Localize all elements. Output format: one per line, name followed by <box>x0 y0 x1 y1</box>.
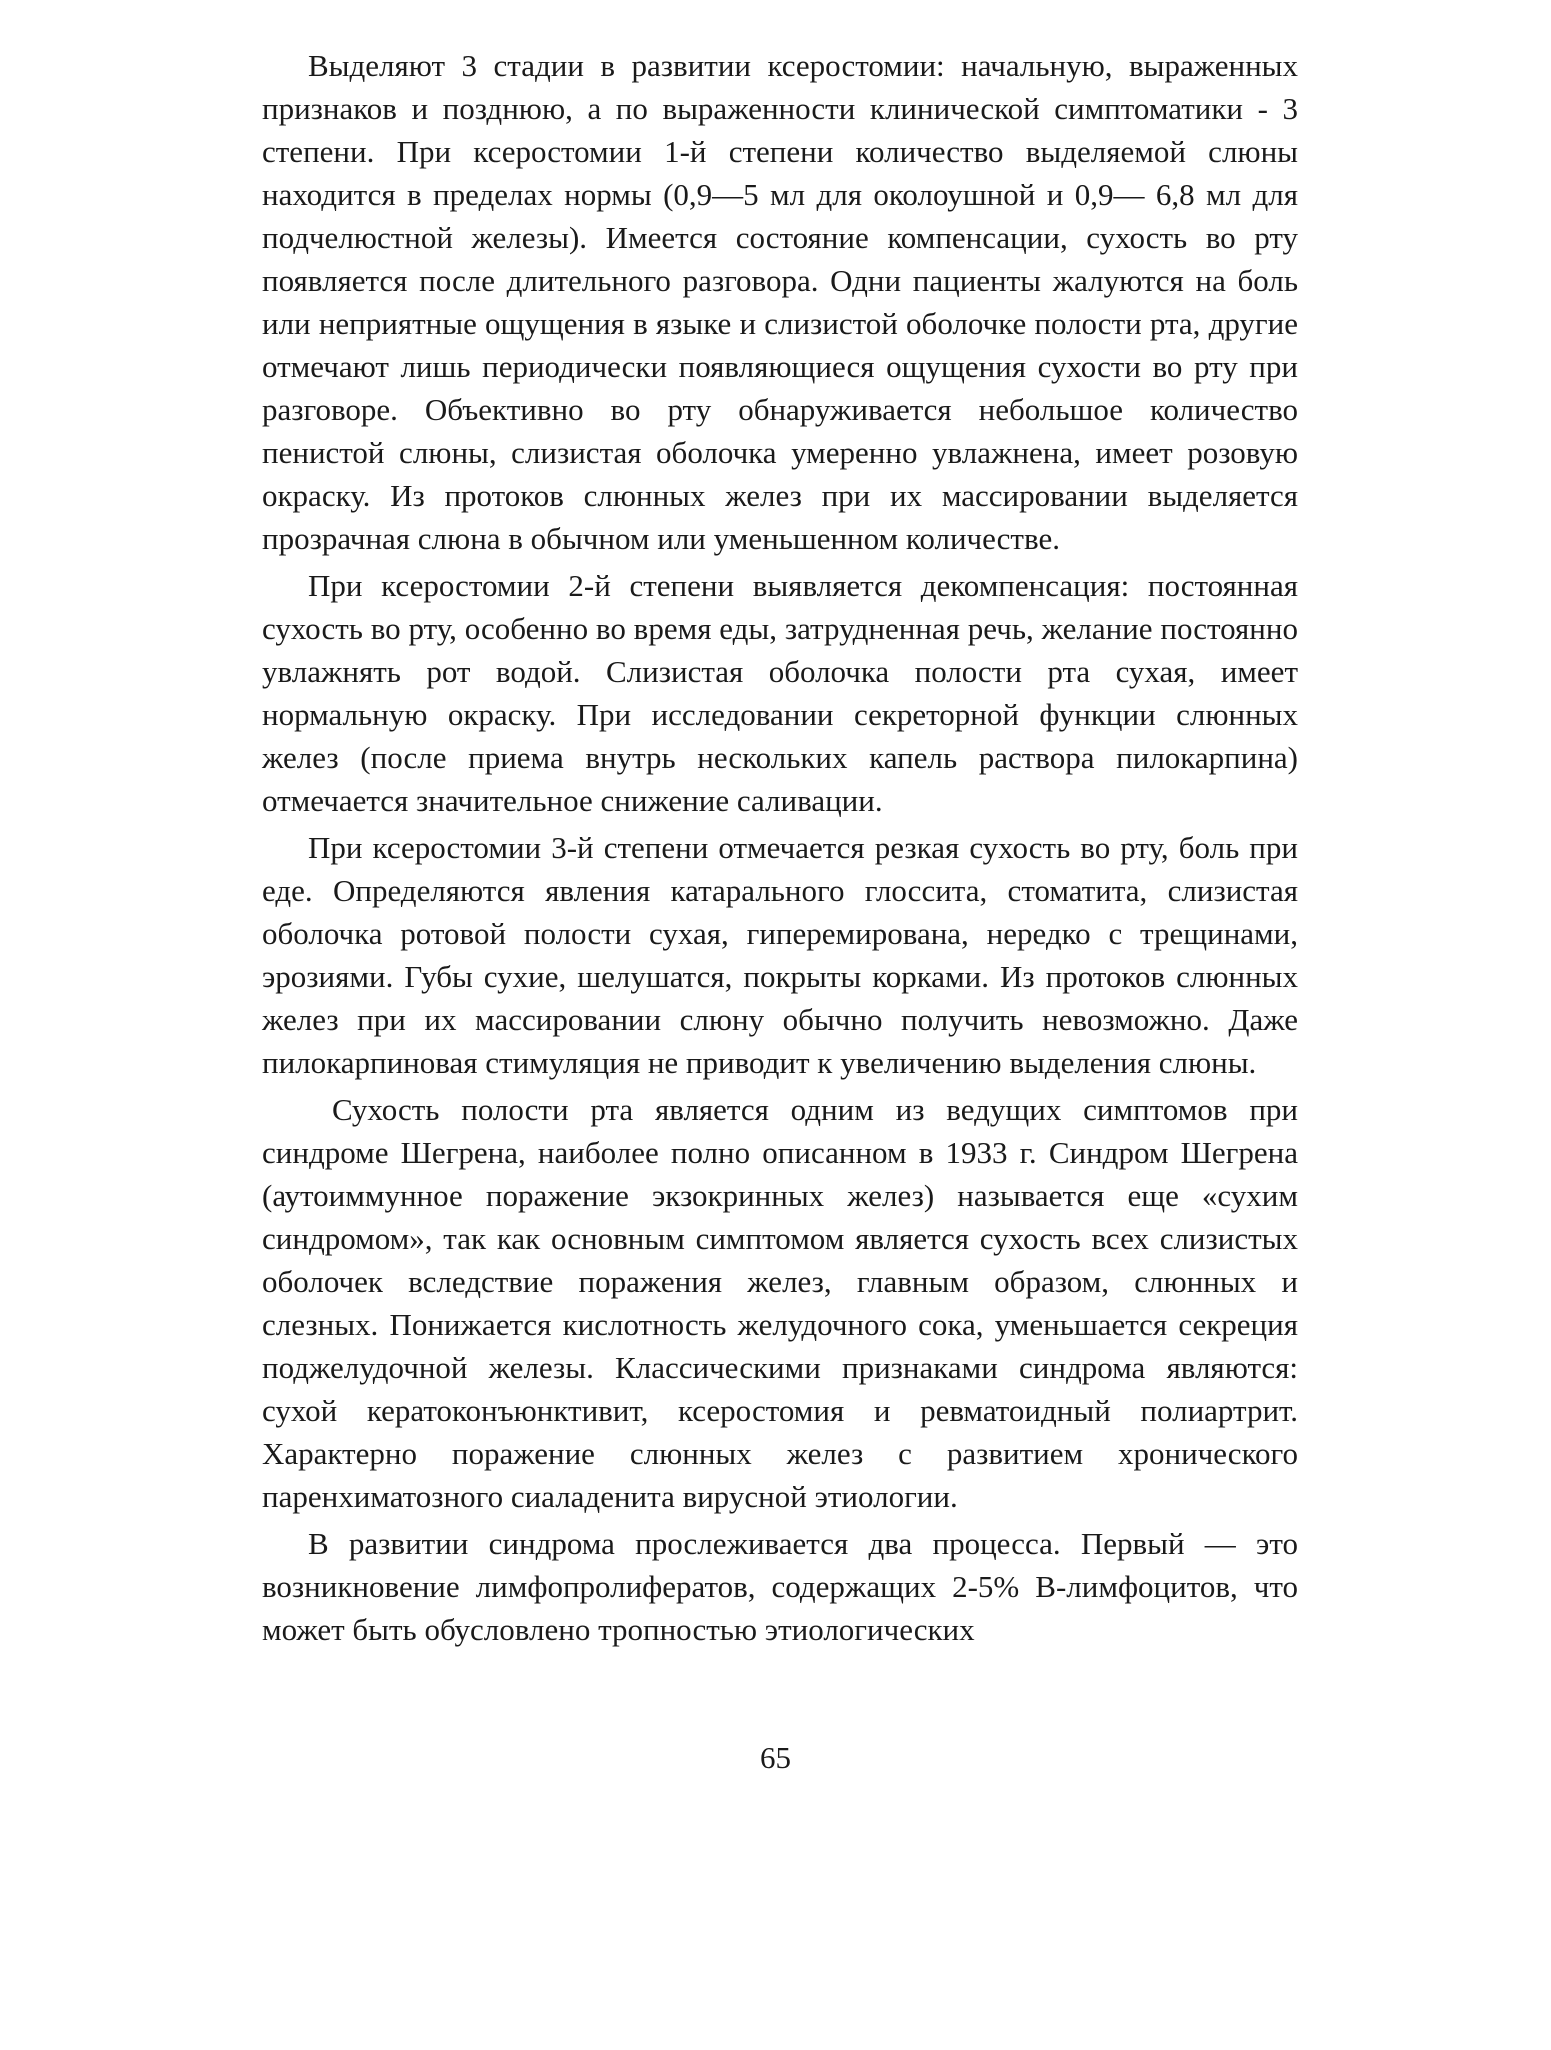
page-body <box>262 44 1298 1655</box>
paragraph-degree-2: При ксеростомии 2-й степени выявляется декомпенсация: постоянная сухость во рту, особенно во время еды, затрудненная речь, желание постоянно увлажнять рот водой. Слизистая оболочка полости рта сухая, имеет нормальную окраску. При исследовании секреторной функции слюнных желез (после приема внутрь нескольких капель раствора пилокарпина) отмечается значительное снижение саливации. <box>262 568 1298 818</box>
paragraph-xerostomia-stages: Выделяют 3 стадии в развитии ксеростомии: начальную, выраженных признаков и позднюю, а по выраженности клинической симптоматики - 3 степени. При ксеростомии 1-й степени количество выделяемой слюны находится в пределах нормы (0,9—5 мл для околоушной и 0,9— 6,8 мл для подчелюстной железы). Имеется состояние компенсации, сухость во рту появляется после длительного разговора. Одни пациенты жалуются на боль или неприятные ощущения в языке и слизистой оболочке полости рта, другие отмечают лишь периодически появляющиеся ощущения сухости во рту при разговоре. Объективно во рту обнаруживается небольшое количество пенистой слюны, слизистая оболочка умеренно увлажнена, имеет розовую окраску. Из протоков слюнных желез при их массировании выделяется прозрачная слюна в обычном или уменьшенном количестве. <box>262 48 1298 556</box>
page-number: 65 <box>760 1740 791 1775</box>
paragraph-syndrome-processes: В развитии синдрома прослеживается два процесса. Первый — это возникновение лимфопролифератов, содержащих 2-5% B-лимфоцитов, что может быть обусловлено тропностью этиологических <box>262 1526 1298 1647</box>
paragraph-degree-3: При ксеростомии 3-й степени отмечается резкая сухость во рту, боль при еде. Определяются явления катарального глоссита, стоматита, слизистая оболочка ротовой полости сухая, гиперемирована, нередко с трещинами, эрозиями. Губы сухие, шелушатся, покрыты корками. Из протоков слюнных желез при их массировании слюну обычно получить невозможно. Даже пилокарпиновая стимуляция не приводит к увеличению выделения слюны. <box>262 830 1298 1080</box>
paragraph-sjogren-syndrome: Сухость полости рта является одним из ведущих симптомов при синдроме Шегрена, наиболее полно описанном в 1933 г. Синдром Шегрена (аутоиммунное поражение экзокринных желез) называется еще «сухим синдромом», так как основным симптомом является сухость всех слизистых оболочек вследствие поражения желез, главным образом, слюнных и слезных. Понижается кислотность желудочного сока, уменьшается секреция поджелудочной железы. Классическими признаками синдрома являются: сухой кератоконъюнктивит, ксеростомия и ревматоидный полиартрит. Характерно поражение слюнных желез с развитием хронического паренхиматозного сиаладенита вирусной этиологии. <box>262 1092 1298 1514</box>
